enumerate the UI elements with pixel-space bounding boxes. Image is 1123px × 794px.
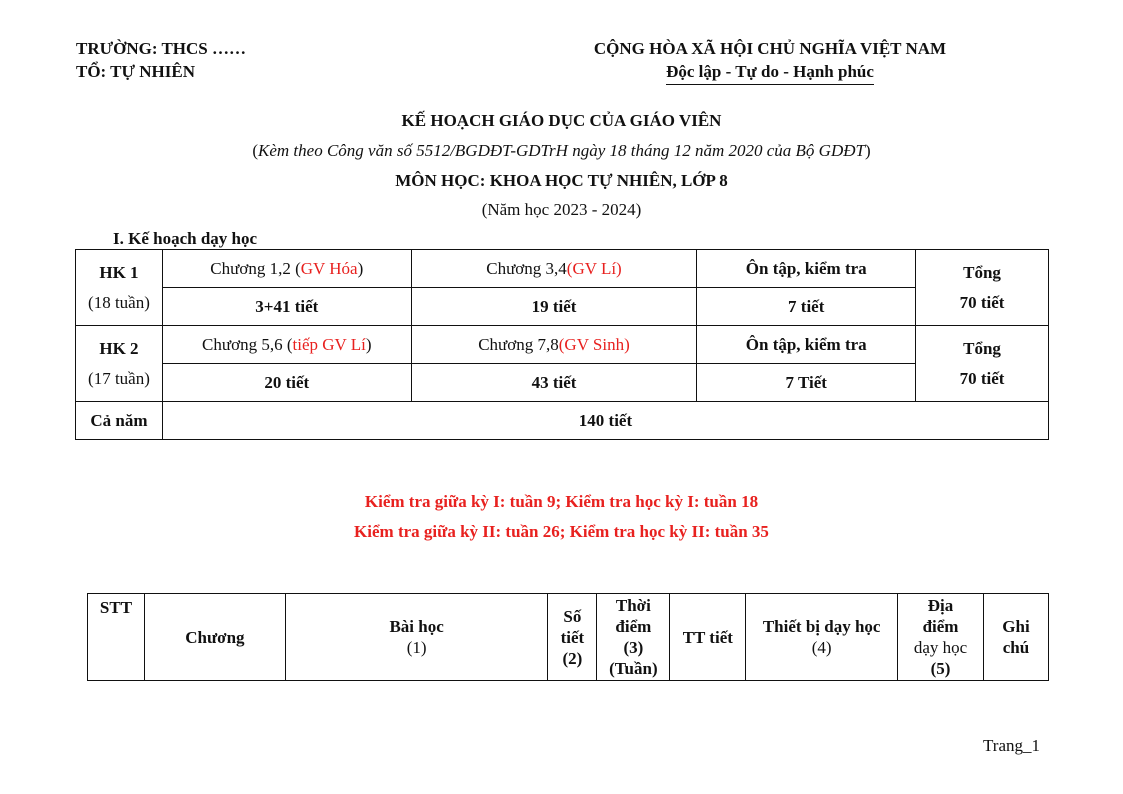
hk2-c1-close: ) [365, 334, 372, 354]
col-notes-l2: chú [1002, 638, 1030, 657]
col-time-num: (3) [623, 638, 644, 657]
hk1-weeks: (18 tuần) [88, 292, 150, 312]
hk1-total-label: Tổng [963, 262, 1001, 282]
table-row [76, 326, 1049, 364]
col-lesson [285, 594, 548, 681]
col-time [597, 594, 670, 681]
section-heading: I. Kế hoạch dạy học [113, 229, 258, 248]
hk1-c2-teacher: (GV Lí) [566, 258, 622, 278]
lesson-table [87, 593, 1049, 681]
col-location-num: (5) [930, 659, 951, 678]
col-notes [983, 594, 1048, 681]
hk1-cell [76, 250, 163, 326]
school-name: TRƯỜNG: THCS …… [76, 39, 247, 58]
hk1-total-value: 70 tiết [959, 292, 1005, 312]
col-periods-l1: Số [563, 606, 582, 626]
nation-title: CỘNG HÒA XÃ HỘI CHỦ NGHĨA VIỆT NAM [593, 39, 947, 58]
year-value: 140 tiết [162, 402, 1048, 440]
hk2-review: Ôn tập, kiểm tra [697, 326, 916, 364]
hk1-value-3: 7 tiết [697, 288, 916, 326]
hk1-label: HK 1 [99, 262, 139, 282]
document-title: KẾ HOẠCH GIÁO DỤC CỦA GIÁO VIÊN [401, 111, 722, 130]
attachment-note: (Kèm theo Công văn số 5512/BGDĐT-GDTrH ngày 18 tháng 12 năm 2020 của Bộ GDĐT) [252, 141, 871, 160]
school-year: (Năm học 2023 - 2024) [481, 200, 642, 219]
hk2-value-2: 43 tiết [411, 364, 697, 402]
table-row [76, 288, 1049, 326]
col-equipment [746, 594, 898, 681]
exam-schedule-2: Kiểm tra giữa kỳ II: tuần 26; Kiểm tra học kỳ II: tuần 35 [354, 522, 769, 541]
hk1-c2-label: Chương 3,4 [486, 258, 567, 278]
group-name: TỔ: TỰ NHIÊN [76, 62, 196, 81]
teaching-plan-table [75, 249, 1049, 440]
hk1-total-cell [916, 250, 1049, 326]
hk2-label: HK 2 [99, 338, 139, 358]
hk1-c1-close: ) [357, 258, 364, 278]
table-header-row [88, 594, 1049, 681]
national-header [560, 37, 980, 85]
page-number: Trang_1 [983, 736, 1040, 755]
hk2-weeks: (17 tuần) [88, 368, 150, 388]
table-row [76, 250, 1049, 288]
col-periods-l2: tiết [560, 627, 585, 647]
col-location-l2: điểm [922, 617, 959, 636]
hk2-cell [76, 326, 163, 402]
hk1-value-2: 19 tiết [411, 288, 697, 326]
hk2-chapter-5-6 [162, 326, 411, 364]
col-period-order: TT tiết [670, 594, 746, 681]
table-row [76, 402, 1049, 440]
exam-schedule-1: Kiểm tra giữa kỳ I: tuần 9; Kiểm tra học kỳ I: tuần 18 [364, 492, 759, 511]
hk1-value-1: 3+41 tiết [162, 288, 411, 326]
col-lesson-label: Bài học [389, 617, 444, 636]
col-equipment-num: (4) [811, 638, 832, 657]
hk2-value-1: 20 tiết [162, 364, 411, 402]
hk2-total-value: 70 tiết [959, 368, 1005, 388]
hk2-c2-teacher: (GV Sinh) [558, 334, 630, 354]
hk2-value-3: 7 Tiết [697, 364, 916, 402]
col-time-unit: (Tuần) [609, 659, 658, 678]
col-location [898, 594, 984, 681]
col-lesson-num: (1) [406, 638, 427, 657]
table-row [76, 364, 1049, 402]
col-location-l1: Địa [927, 596, 954, 615]
hk1-c1-teacher: GV Hóa [300, 258, 358, 278]
col-stt: STT [88, 594, 145, 681]
col-notes-l1: Ghi [1002, 617, 1030, 636]
national-motto: Độc lập - Tự do - Hạnh phúc [666, 60, 874, 85]
col-location-l3: dạy học [913, 638, 968, 657]
hk2-c1-label: Chương 5,6 ( [202, 334, 293, 354]
hk1-review: Ôn tập, kiểm tra [697, 250, 916, 288]
col-periods [548, 594, 597, 681]
hk2-total-label: Tổng [963, 338, 1001, 358]
col-chapter: Chương [144, 594, 285, 681]
hk2-chapter-7-8 [411, 326, 697, 364]
col-time-l1: Thời [615, 596, 651, 615]
col-time-l2: điểm [615, 617, 652, 636]
hk2-total-cell [916, 326, 1049, 402]
hk2-c2-label: Chương 7,8 [478, 334, 559, 354]
hk1-chapter-1-2 [162, 250, 411, 288]
hk2-c1-teacher: tiếp GV Lí [292, 334, 366, 354]
school-header [76, 37, 246, 83]
hk1-c1-label: Chương 1,2 ( [210, 258, 301, 278]
hk1-chapter-3-4 [411, 250, 697, 288]
year-label: Cả năm [76, 402, 163, 440]
subject-title: MÔN HỌC: KHOA HỌC TỰ NHIÊN, LỚP 8 [395, 171, 728, 190]
attachment-text: Kèm theo Công văn số 5512/BGDĐT-GDTrH ngày 18 tháng 12 năm 2020 của Bộ GDĐT [258, 141, 865, 160]
col-periods-num: (2) [562, 648, 583, 668]
col-equipment-label: Thiết bị dạy học [762, 617, 881, 636]
